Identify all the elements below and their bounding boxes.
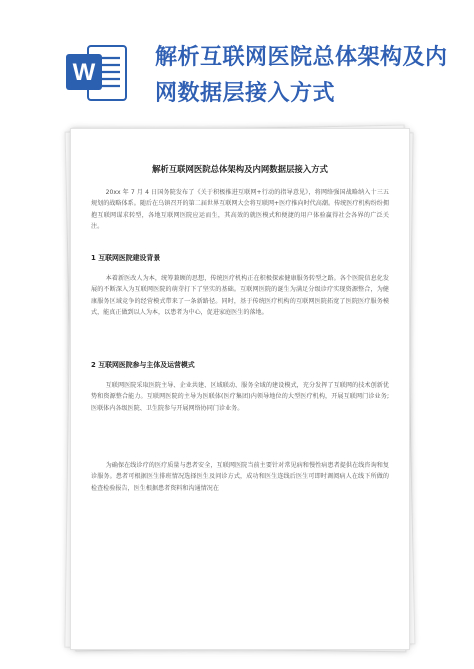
svg-text:W: W [72,59,96,86]
paragraph-intro: 20xx 年 7 月 4 日国务院发布了《关于积极推进互联网+行动的指导意见》，将网络强国战略纳入十三五规划的战略体系。随后在乌镇召开的第二届世界互联网大会将互联网+医疗推向时代高潮。传统医疗机构纷纷拥抱互联网谋求转型，各地互联网医院应运而生，其高效的就医模式和便捷的用户体验赢得社会各界的广泛关注。 [91,189,389,231]
document-heading: 解析互联网医院总体架构及内网数据层接入方式 [152,164,328,174]
paragraph-operation-model: 互联网医院采取医院主导、企业共建、区域联动、服务全域的建设模式，充分发挥了互联网的技术创新优势和资源整合能力。互联网医院的主导为医联体(医疗集团)内领导地位的大型医疗机构，开展互联网门诊业务;医联体内各级医院、卫生院参与开展网络协同门诊业务。 [91,382,389,412]
paragraph-background: 本着新医改人为本，统筹兼顾的思想，传统医疗机构正在积极探索健康服务转型之路。各个医院信息化发展的不断深入为互联网医院的萌芽打下了坚实的基础。互联网医院的诞生为满足分级诊疗实现资源整合，为健康服务区域竞争的经营模式带来了一条新路径。同时，基于传统医疗机构的互联网医院拓宽了医院医疗服务模式，能真正做到以人为本，以患者为中心，促进家庭医生的落地。 [91,275,389,317]
page-bottom-fade [71,529,409,649]
section-heading-1: 1 互联网医院建设背景 [91,254,161,262]
banner-title-line-1: 解析互联网医院总体架构及内 [155,45,448,70]
paragraph-quality-safety: 为确保在线诊疗的医疗质量与患者安全，互联网医院当前主要针对常见病和慢性病患者提供在线咨询和复诊服务。患者可根据医生排班情况选择医生及问诊方式，成功和医生连线后医生可即时调阅病人在线下所做的检查检验报告，医生根据患者资料和沟通情况在 [91,462,389,492]
document-title-banner [155,40,455,112]
word-document-icon [64,40,130,106]
banner-title-line-2: 网数据层接入方式 [155,81,336,106]
document-page-preview [70,128,410,650]
section-heading-2: 2 互联网医院参与主体及运营模式 [91,361,195,369]
